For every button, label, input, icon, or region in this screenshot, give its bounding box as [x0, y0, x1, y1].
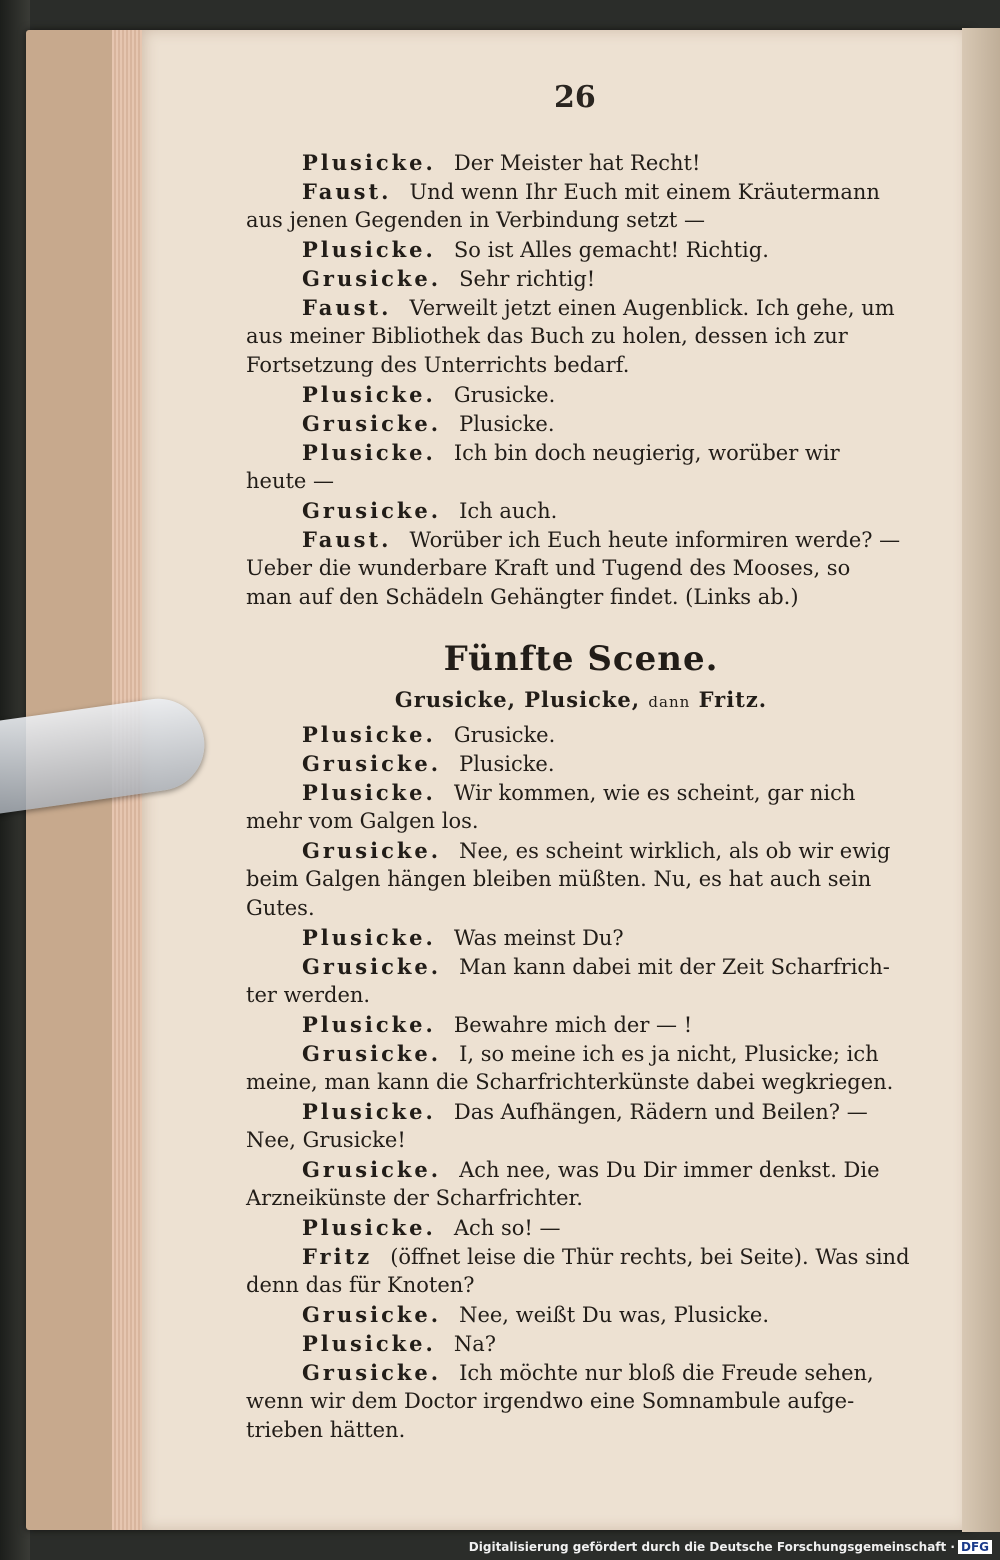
- text-line: [246, 583, 916, 612]
- text-line: [246, 467, 916, 496]
- line-text: Verweilt jetzt einen Augenblick. Ich gehe, um: [409, 296, 895, 320]
- line-text: Das Aufhängen, Rädern und Beilen? —: [453, 1100, 868, 1124]
- line-text: man auf den Schädeln Gehängter findet. (Links ab.): [246, 585, 799, 609]
- text-line: [246, 235, 916, 264]
- speaker-name: Plusicke.: [302, 440, 436, 465]
- speaker-name: Faust.: [302, 179, 392, 204]
- speaker-name: Plusicke.: [302, 780, 436, 805]
- speaker-name: Grusicke.: [302, 1041, 442, 1066]
- speaker-name: Grusicke.: [302, 954, 442, 979]
- text-line: [246, 148, 916, 177]
- line-text: Ich bin doch neugierig, worüber wir: [453, 441, 840, 465]
- text-line: [246, 380, 916, 409]
- speaker-name: Plusicke.: [302, 722, 436, 747]
- footer-text: Digitalisierung gefördert durch die Deutsche Forschungsgemeinschaft ·: [468, 1540, 955, 1554]
- speaker-name: Grusicke.: [302, 411, 442, 436]
- speaker-name: Fritz: [302, 1244, 373, 1269]
- text-line: [246, 438, 916, 467]
- page-number: 26: [554, 80, 596, 115]
- speaker-name: Plusicke.: [302, 382, 436, 407]
- speaker-name: Plusicke.: [302, 925, 436, 950]
- speaker-name: Grusicke.: [302, 1302, 442, 1327]
- line-text: meine, man kann die Scharfrichterkünste dabei wegkriegen.: [246, 1070, 894, 1094]
- text-line: [246, 1097, 916, 1126]
- line-text: Nee, Grusicke!: [246, 1128, 406, 1152]
- speaker-name: Plusicke.: [302, 1012, 436, 1037]
- line-text: Sehr richtig!: [459, 267, 596, 291]
- line-text: Na?: [453, 1332, 497, 1356]
- line-text: mehr vom Galgen los.: [246, 809, 479, 833]
- line-text: Ich auch.: [459, 499, 558, 523]
- text-line: [246, 1068, 916, 1097]
- text-line: [246, 778, 916, 807]
- text-line: [246, 807, 916, 836]
- line-text: Grusicke.: [453, 723, 556, 747]
- text-line: [246, 836, 916, 865]
- line-text: Ich möchte nur bloß die Freude sehen,: [459, 1361, 874, 1385]
- line-text: ter werden.: [246, 983, 371, 1007]
- line-text: beim Galgen hängen bleiben müßten. Nu, es hat auch sein: [246, 867, 872, 891]
- text-line: [246, 749, 916, 778]
- speaker-name: Faust.: [302, 527, 392, 552]
- text-line: [246, 923, 916, 952]
- speaker-name: Plusicke.: [302, 1099, 436, 1124]
- line-text: Bewahre mich der — !: [453, 1013, 693, 1037]
- speaker-name: Faust.: [302, 295, 392, 320]
- line-text: Plusicke.: [459, 752, 555, 776]
- speaker-name: Plusicke.: [302, 1331, 436, 1356]
- line-text: Was meinst Du?: [453, 926, 624, 950]
- line-text: Grusicke.: [453, 383, 556, 407]
- line-text: (öffnet leise die Thür rechts, bei Seite). Was sind: [390, 1245, 910, 1269]
- dialogue-block-1: [246, 148, 916, 612]
- text-line: [246, 894, 916, 923]
- dialogue-block-2: [246, 720, 916, 1445]
- text-line: [246, 351, 916, 380]
- speaker-name: Grusicke.: [302, 498, 442, 523]
- text-line: [246, 1155, 916, 1184]
- speaker-name: Grusicke.: [302, 1157, 442, 1182]
- main-text: [246, 148, 916, 1445]
- text-line: [246, 293, 916, 322]
- text-line: [246, 322, 916, 351]
- text-line: [246, 1184, 916, 1213]
- line-text: Ach so! —: [453, 1216, 561, 1240]
- line-text: So ist Alles gemacht! Richtig.: [453, 238, 769, 262]
- text-line: [246, 177, 916, 206]
- speaker-name: Grusicke.: [302, 838, 442, 863]
- text-line: [246, 1010, 916, 1039]
- speaker-name: Grusicke.: [302, 266, 442, 291]
- line-text: trieben hätten.: [246, 1418, 406, 1442]
- text-line: [246, 1300, 916, 1329]
- text-line: [246, 1329, 916, 1358]
- text-line: [246, 1039, 916, 1068]
- line-text: Nee, es scheint wirklich, als ob wir ewig: [459, 839, 891, 863]
- line-text: denn das für Knoten?: [246, 1273, 475, 1297]
- text-line: [246, 1242, 916, 1271]
- text-line: [246, 1416, 916, 1445]
- speaker-name: Plusicke.: [302, 1215, 436, 1240]
- scene-cast: [246, 680, 916, 720]
- line-text: Worüber ich Euch heute informiren werde? —: [409, 528, 901, 552]
- speaker-name: Grusicke.: [302, 751, 442, 776]
- line-text: Man kann dabei mit der Zeit Scharfrich-: [459, 955, 890, 979]
- line-text: Der Meister hat Recht!: [453, 151, 701, 175]
- line-text: Ueber die wunderbare Kraft und Tugend des Mooses, so: [246, 556, 851, 580]
- dfg-logo: DFG: [958, 1540, 992, 1554]
- line-text: Arzneikünste der Scharfrichter.: [246, 1186, 583, 1210]
- scene-cast-last: Fritz.: [698, 687, 768, 712]
- speaker-name: Grusicke.: [302, 1360, 442, 1385]
- text-line: [246, 1358, 916, 1387]
- line-text: Wir kommen, wie es scheint, gar nich: [453, 781, 856, 805]
- text-line: [246, 981, 916, 1010]
- text-line: [246, 720, 916, 749]
- text-line: [246, 409, 916, 438]
- line-text: aus meiner Bibliothek das Buch zu holen, dessen ich zur: [246, 324, 848, 348]
- text-line: [246, 206, 916, 235]
- speaker-name: Plusicke.: [302, 150, 436, 175]
- scene-cast-then: dann: [648, 693, 691, 711]
- text-line: [246, 1271, 916, 1300]
- line-text: Plusicke.: [459, 412, 555, 436]
- text-line: [246, 554, 916, 583]
- text-line: [246, 1126, 916, 1155]
- text-line: [246, 525, 916, 554]
- text-line: [246, 1387, 916, 1416]
- text-line: [246, 264, 916, 293]
- text-line: [246, 952, 916, 981]
- line-text: aus jenen Gegenden in Verbindung setzt —: [246, 208, 705, 232]
- speaker-name: Plusicke.: [302, 237, 436, 262]
- next-page-edge: [962, 28, 1000, 1532]
- line-text: I, so meine ich es ja nicht, Plusicke; ich: [459, 1042, 879, 1066]
- text-line: [246, 1213, 916, 1242]
- line-text: heute —: [246, 469, 335, 493]
- text-line: [246, 865, 916, 894]
- text-line: [246, 496, 916, 525]
- scene-cast-main: Grusicke, Plusicke,: [394, 687, 641, 712]
- line-text: wenn wir dem Doctor irgendwo eine Somnambule aufge-: [246, 1389, 855, 1413]
- scene-heading: Fünfte Scene.: [443, 639, 719, 679]
- line-text: Gutes.: [246, 896, 315, 920]
- line-text: Nee, weißt Du was, Plusicke.: [459, 1303, 770, 1327]
- line-text: Und wenn Ihr Euch mit einem Kräutermann: [409, 180, 880, 204]
- line-text: Ach nee, was Du Dir immer denkst. Die: [459, 1158, 880, 1182]
- line-text: Fortsetzung des Unterrichts bedarf.: [246, 353, 630, 377]
- funding-footer: [469, 1540, 992, 1554]
